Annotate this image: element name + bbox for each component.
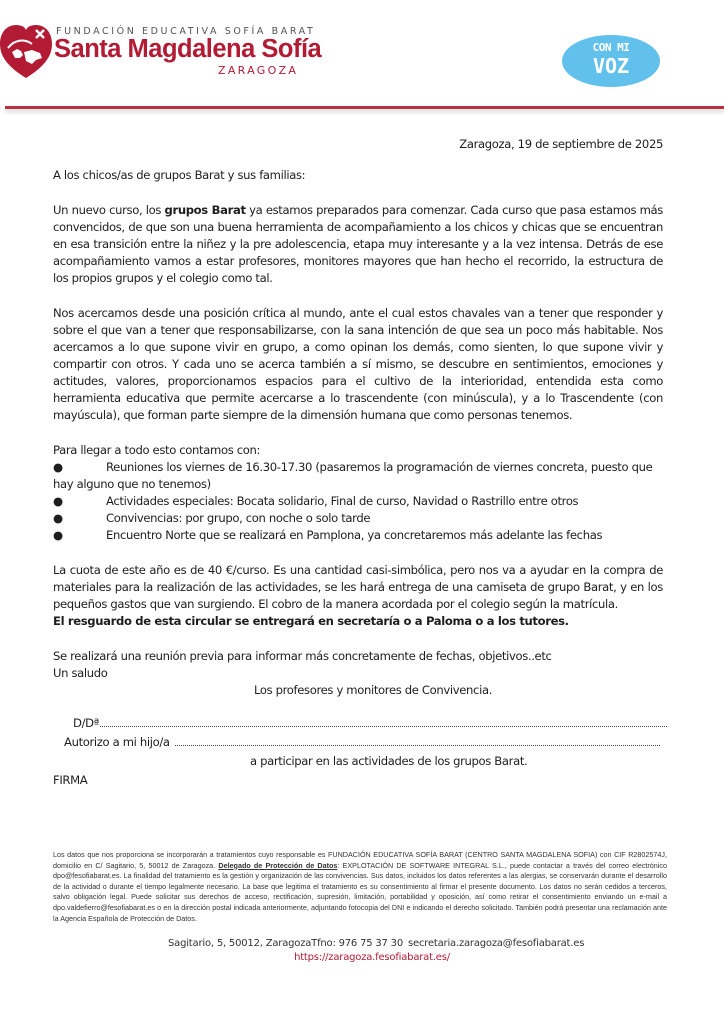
paragraph-approach: Nos acercamos desde una posición crítica al mundo, ante el cual estos chavales van a tener que responder y sobre el que van a tener que responsabilizarse, con la sana intención de que sea un poco más habitable. Nos acercamos a lo que supone vivir en grupo, a como opinan los demás, como sienten, lo que supone vivir y compartir con otros. Y cada uno se acerca también a sí mismo, se descubre en sentimientos, emociones y actitudes, valores, proporcionamos espacios para el cultivo de la interioridad, entendida esta como herramienta educativa que permite acercarse a lo trascendente (con minúscula), y a lo Trascendente (con mayúscula), que forman parte siempre de la dimensión humana que como personas tenemos. [53,306,663,422]
list-item [53,527,663,544]
footer-address-phone: Sagitario, 5, 50012, ZaragozaTfno: 976 75 37 30 [168,938,403,949]
child-name-field[interactable] [175,733,660,746]
heart-globe-emblem-icon [0,18,52,82]
closing-salutation: Un saludo [53,666,108,680]
authorization-form [53,714,673,790]
foundation-name: FUNDACIÓN EDUCATIVA SOFÍA BARAT [56,26,316,37]
letter-signature: Los profesores y monitores de Convivencia. [253,683,493,697]
bullet-icon: ● [53,460,63,474]
signature-row [53,771,673,790]
list-item-text: Encuentro Norte que se realizará en Pamplona, ya concretaremos más adelante las fechas [106,528,603,542]
campaign-logo-line1: CON MI [592,41,630,54]
footer-email-link[interactable]: secretaria.zaragoza@fesofiabarat.es [408,938,585,949]
list-intro: Para llegar a todo esto contamos con: [53,443,261,457]
campaign-logo [562,35,660,87]
list-item-text: Reuniones los viernes de 16.30-17.30 (pasaremos la programación de viernes concreta, puesto que hay alguno que no tenemos) [53,460,653,491]
letterhead [0,0,724,115]
paragraph-intro-start: Un nuevo curso, los [53,203,165,217]
grupos-barat-emphasis: grupos Barat [164,203,246,217]
return-slip-notice: El resguardo de esta circular se entregará en secretaría o a Paloma o a los tutores. [53,614,569,628]
fee-text: La cuota de este año es de 40 €/curso. Es una cantidad casi-simbólica, pero nos va a ayudar en la compra de materiales para la realización de las actividades, se les hará entrega de una camiseta de grupo Barat, y en los pequeños gastos que van surgiendo. El cobro de la manera acordada por el colegio según la matrícula. [53,563,663,611]
paragraph-intro [53,202,663,287]
footer-website-link[interactable]: https://zaragoza.fesofiabarat.es/ [294,952,450,963]
list-item-text: Actividades especiales: Bocata solidario, Final de curso, Navidad o Rastrillo entre otros [106,494,579,508]
campaign-logo-line2: VOZ [592,54,630,78]
paragraph-intro-rest: ya estamos preparados para comenzar. Cada curso que pasa estamos más convencidos, de que son una buena herramienta de acompañamiento a los chicos y chicas que se encuentran en esa transición entre la niñez y la pre adolescencia, etapa muy interesante y a la vez intensa. Detrás de ese acompañamiento vamos a estar profesores, monitores mayores que han hecho el recorrido, la estructura de los propios grupos y el colegio como tal. [53,203,663,285]
list-item [53,493,663,510]
signature-label: FIRMA [53,773,88,787]
parent-name-row [53,714,667,733]
bullet-icon: ● [53,511,63,525]
header-divider [5,106,724,109]
school-name: Santa Magdalena Sofía [54,35,322,63]
participation-row [53,752,673,771]
privacy-text-start: Los datos que nos proporciona se incorporarán a tratamientos cuyo responsable es FUNDACIÓN EDUCATIVA SOFÍA BARAT (CENTRO SANTA MAGDALENA SOFIA) con CIF R2802574J, domicilio en C/ Sagitario, 5, 50012 de Zaragoza. [53,850,667,870]
letter-body [53,130,663,699]
meeting-notice: Se realizará una reunión previa para informar más concretamente de fechas, objetivos..etc [53,649,552,663]
paragraph-fee [53,562,663,630]
list-item [53,459,663,493]
privacy-text-rest: : EXPLOTACIÓN DE SOFTWARE INTEGRAL S.L., puede contactar a través del correo electrónico dpo@fesofiabarat.es. La finalidad del tratamiento es la gestión y organización de las convivencias. Sus datos, incluidos los datos referentes a las alergias, se conservarán durante el desarrollo de la actividad o durante el tiempo legalmente necesario. La base que legitima el tratamiento es su consentimiento al firmar el presente documento. Los datos no serán cedidos a terceros, salvo obligación legal. Puede solicitar sus derechos de acceso, rectificación, supresión, limitación, portabilidad y oposición, así como retirar el consentimiento enviando un e-mail a dpo.valdefierro@fesofiabarat.es o en la dirección postal indicada anteriormente, adjuntando fotocopia del DNI e indicando el derecho solicitado. También podrá presentar una reclamación ante la Agencia Española de Protección de Datos. [53,860,667,923]
activities-list [53,459,663,544]
school-city: ZARAGOZA [218,64,299,77]
list-item [53,510,663,527]
list-item-text: Convivencias: por grupo, con noche o solo tarde [106,511,371,525]
child-name-row [53,733,660,752]
child-name-label: Autorizo a mi hijo/a [64,735,170,749]
bullet-icon: ● [53,494,63,508]
privacy-notice [53,850,667,924]
letter-date: Zaragoza, 19 de septiembre de 2025 [459,137,663,151]
parent-name-field[interactable] [100,714,667,727]
parent-name-label: D/Dª [73,716,99,730]
participation-text: a participar en las actividades de los grupos Barat. [250,754,528,768]
letter-greeting: A los chicos/as de grupos Barat y sus familias: [53,168,306,182]
bullet-icon: ● [53,528,63,542]
dpo-label: Delegado de Protección de Datos [218,860,338,870]
